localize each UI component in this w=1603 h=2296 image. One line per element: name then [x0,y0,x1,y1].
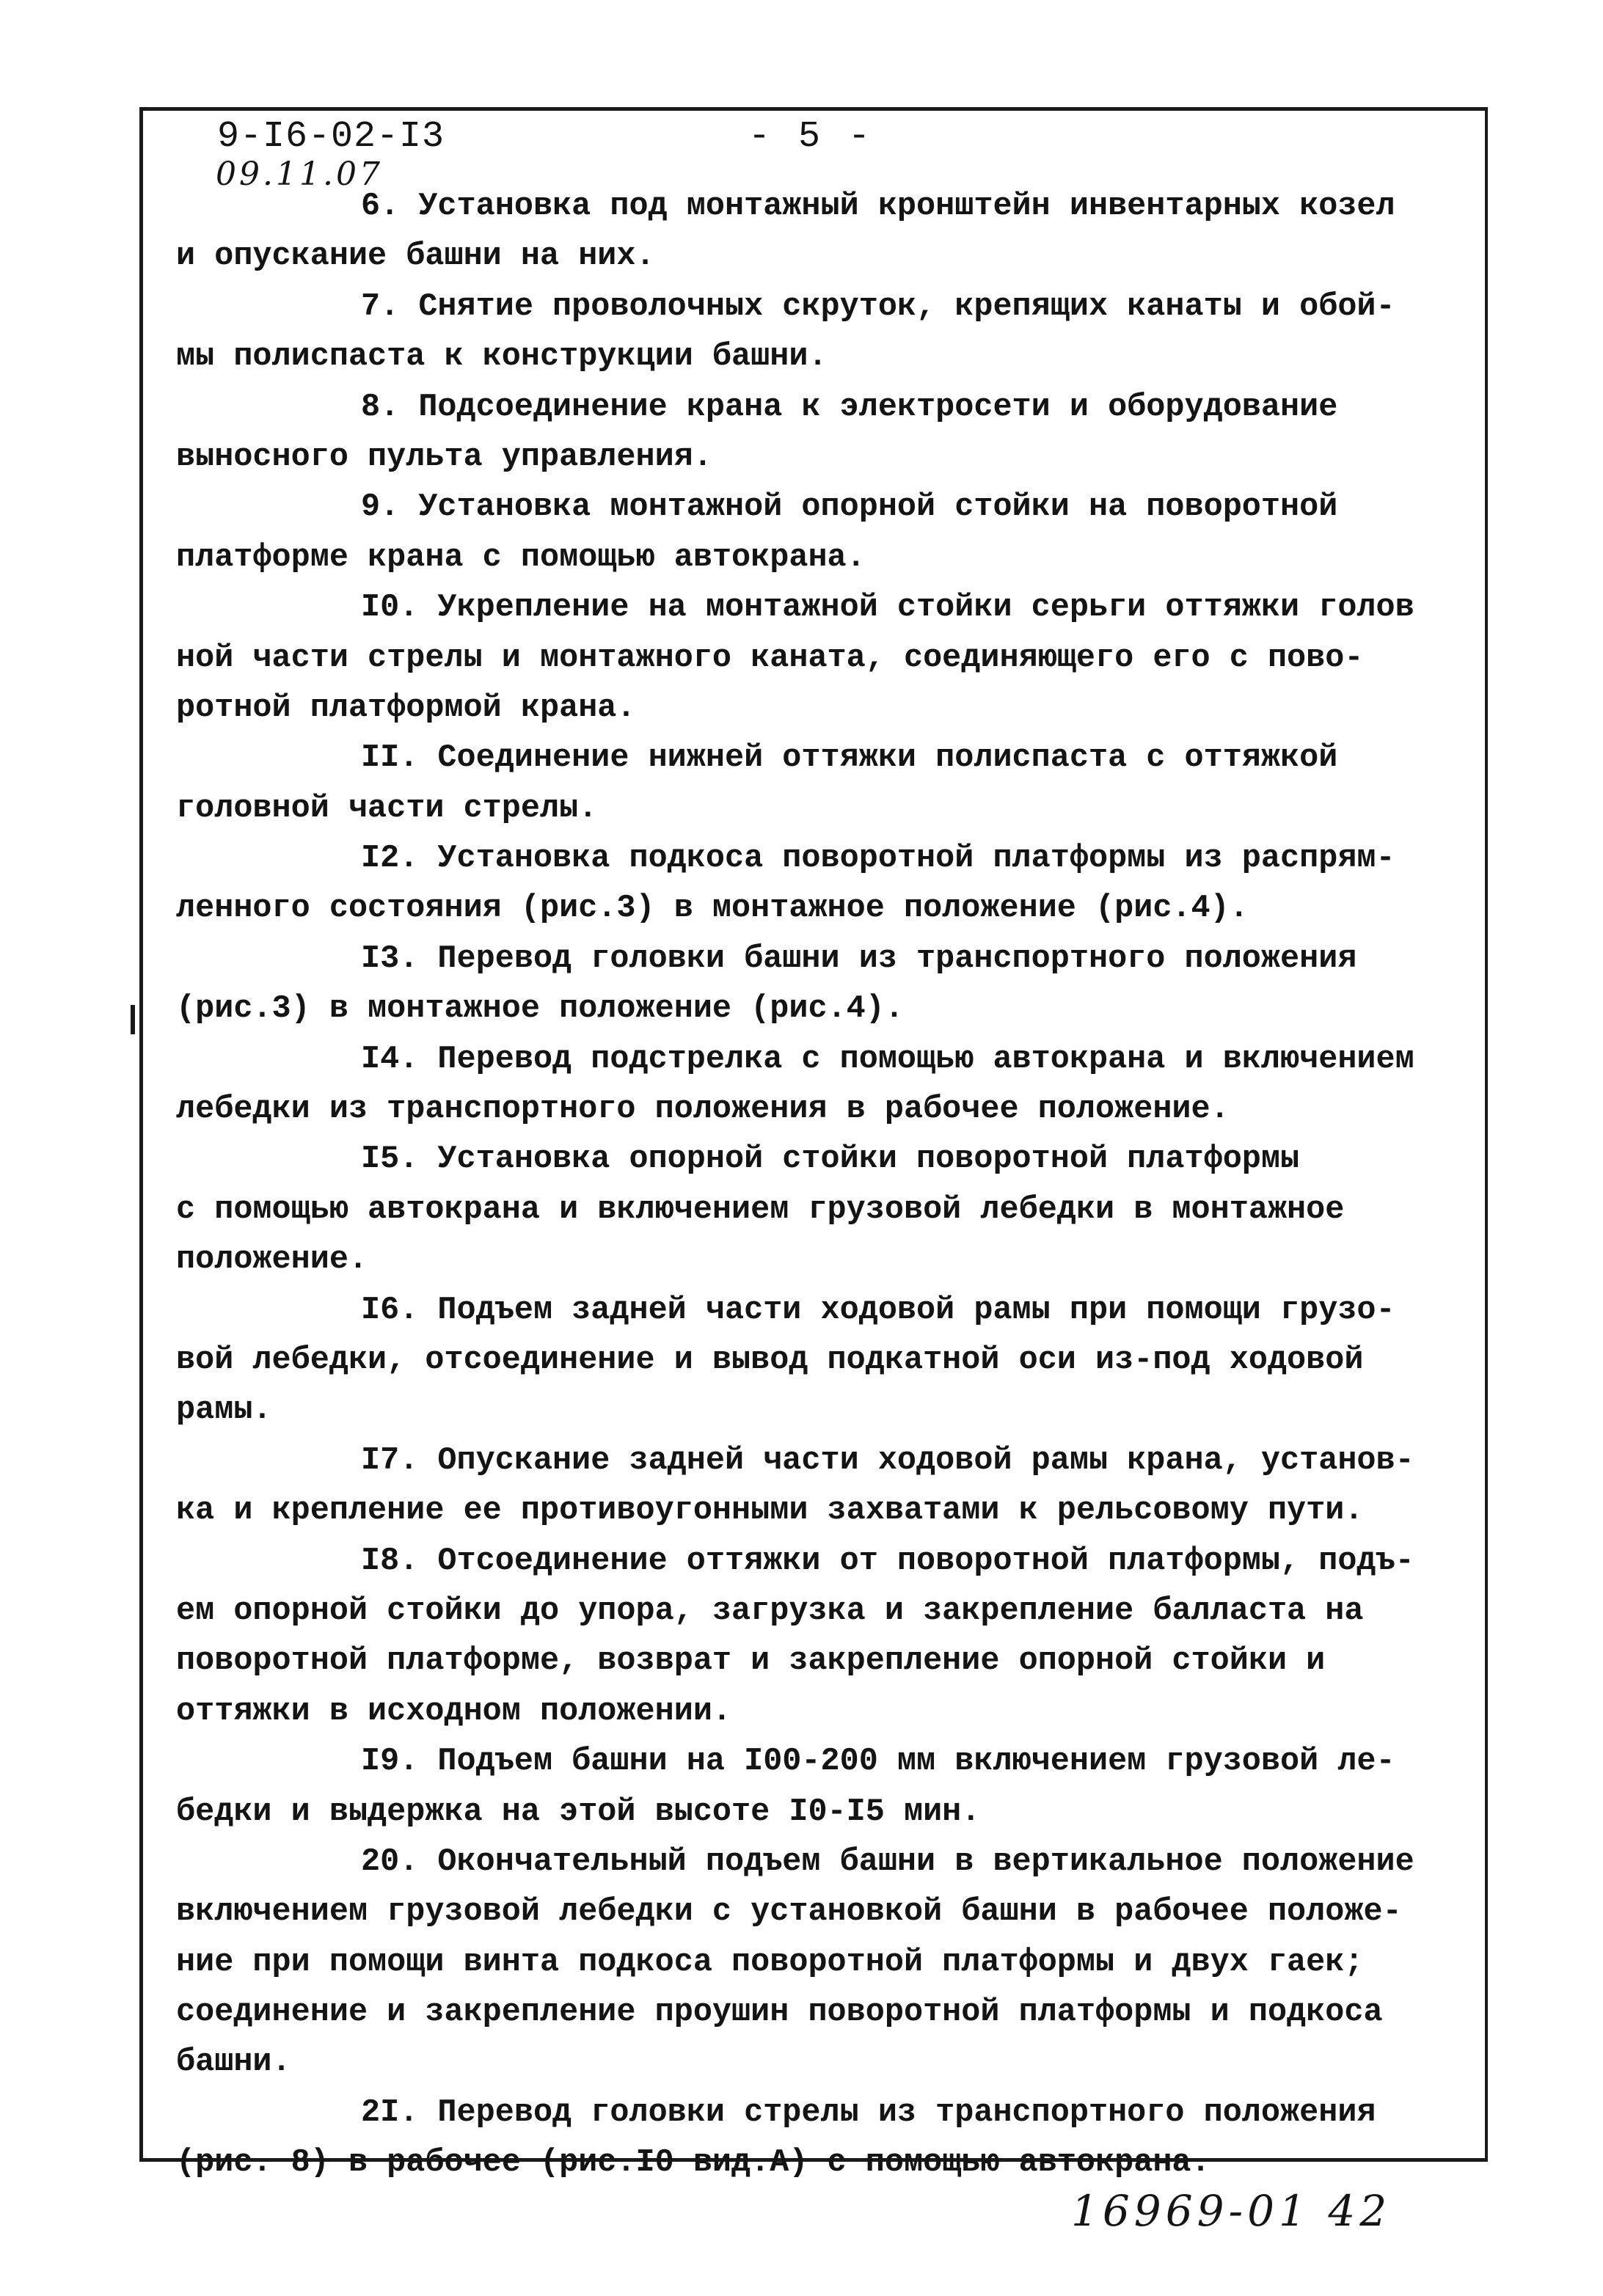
text-line: ной части стрелы и монтажного каната, соединяющего его с пово- [176,640,1364,676]
text-line: положение. [176,1242,368,1279]
text-line: 7. Снятие проволочных скруток, крепящих канаты и обой- [361,288,1395,325]
frame-top-line [139,107,1488,111]
text-line: 2I. Перевод головки стрелы из транспортного положения [361,2094,1376,2131]
handwritten-date: 09.11.07 [216,156,383,193]
text-line: II. Соединение нижней оттяжки полиспаста с оттяжкой [361,740,1338,777]
text-line: головной части стрелы. [176,790,598,827]
text-line: мы полиспаста к конструкции башни. [176,339,828,376]
text-line: ние при помощи винта подкоса поворотной платформы и двух гаек; [176,1944,1364,1981]
body-text [176,182,1476,2189]
text-line: рамы. [176,1392,272,1429]
frame-right-line [1485,107,1488,2161]
page-number: - 5 - [748,116,874,158]
text-line: оттяжки в исходном положении. [176,1693,732,1730]
text-line: ротной платформой крана. [176,690,636,726]
text-line: I0. Укрепление на монтажной стойки серьги оттяжки голов [361,590,1414,626]
text-line: платформе крана с помощью автокрана. [176,539,866,576]
text-line: I5. Установка опорной стойки поворотной платформы [361,1141,1300,1178]
text-line: ка и крепление ее противоугонными захватами к рельсовому пути. [176,1493,1364,1529]
text-line: I6. Подъем задней части ходовой рамы при помощи грузо- [361,1292,1395,1328]
text-line: выносного пульта управления. [176,439,712,475]
frame-left-line [139,107,143,2161]
text-line: ленного состояния (рис.3) в монтажное положение (рис.4). [176,891,1249,927]
text-line: 9. Установка монтажной опорной стойки на поворотной [361,489,1338,526]
text-line: лебедки из транспортного положения в рабочее положение. [176,1092,1230,1128]
text-line: 6. Установка под монтажный кронштейн инвентарных козел [361,189,1395,224]
margin-tick-mark [131,1005,135,1034]
text-line: I8. Отсоединение оттяжки от поворотной платформы, подъ- [361,1543,1414,1579]
text-line: I7. Опускание задней части ходовой рамы крана, установ- [361,1442,1414,1479]
text-line: соединение и закрепление проушин поворотной платформы и подкоса [176,1995,1383,2031]
text-line: поворотной платформе, возврат и закрепление опорной стойки и [176,1643,1326,1680]
handwritten-archive-number: 16969-01 42 [1071,2186,1392,2236]
text-line: и опускание башни на них. [176,238,655,275]
text-line: (рис.3) в монтажное положение (рис.4). [176,991,904,1028]
text-line: вой лебедки, отсоединение и вывод подкатной оси из-под ходовой [176,1342,1364,1378]
text-line: с помощью автокрана и включением грузовой лебедки в монтажное [176,1191,1345,1228]
text-line: I4. Перевод подстрелка с помощью автокрана и включением [361,1041,1414,1078]
text-line: ем опорной стойки до упора, загрузка и закрепление балласта на [176,1593,1364,1629]
text-line: I2. Установка подкоса поворотной платформы из распрям- [361,841,1395,877]
text-line: бедки и выдержка на этой высоте I0-I5 мин. [176,1794,981,1830]
text-line: I9. Подъем башни на I00-200 мм включением грузовой ле- [361,1744,1395,1780]
text-line: 20. Окончательный подъем башни в вертикальное положение [361,1843,1414,1880]
text-line: включением грузовой лебедки с установкой башни в рабочее положе- [176,1894,1402,1931]
text-line: I3. Перевод головки башни из транспортного положения [361,940,1357,977]
document-code: 9-I6-02-I3 [217,116,445,158]
text-line: башни. [176,2044,291,2081]
text-line: 8. Подсоединение крана к электросети и оборудование [361,389,1338,425]
text-line: (рис. 8) в рабочее (рис.I0 вид.А) с помощью автокрана. [176,2145,1211,2182]
